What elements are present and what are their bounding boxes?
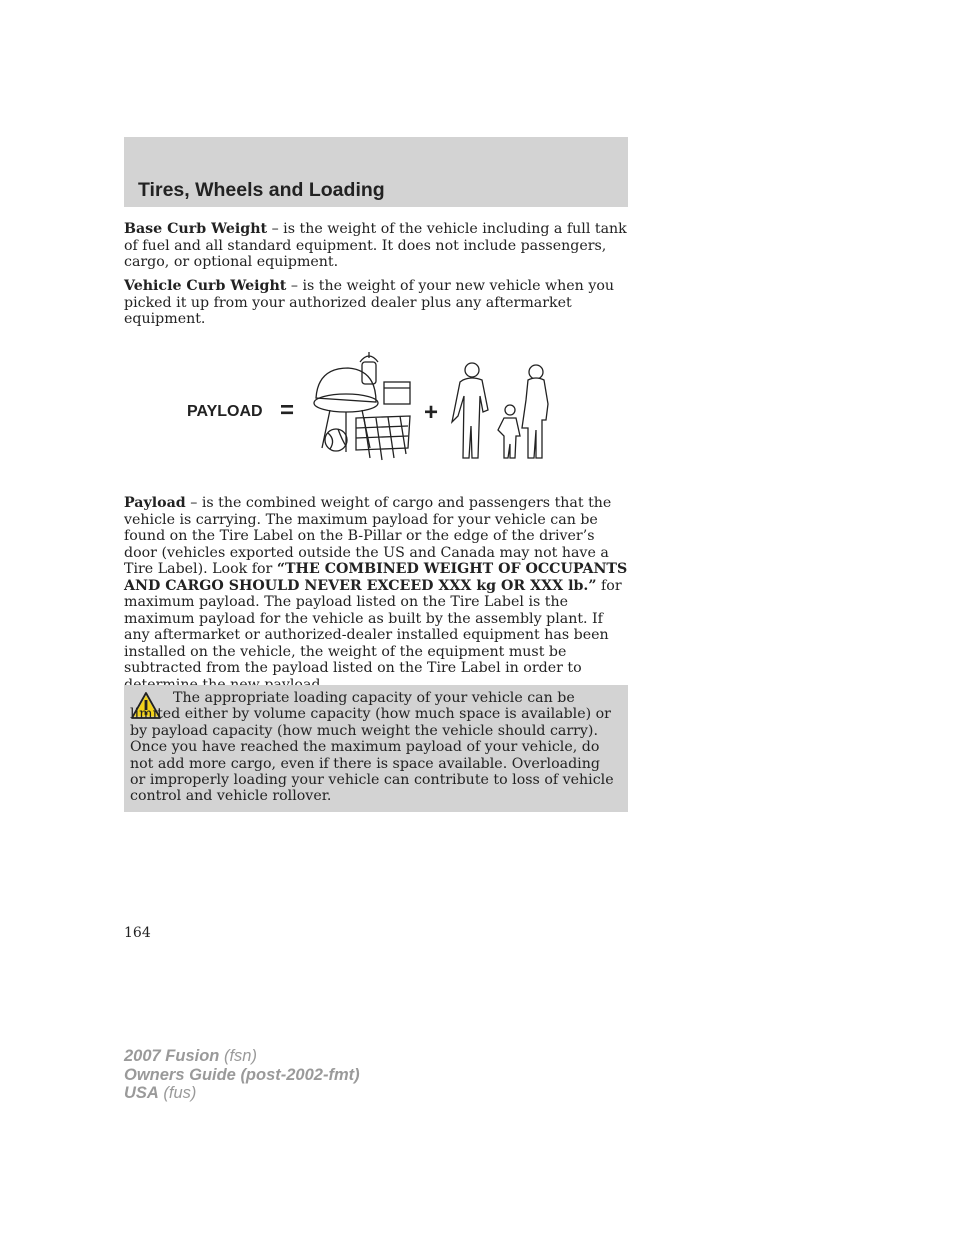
warning-text: The appropriate loading capacity of your vehicle can be limited either by volume capacity (how much space is available) or by payload capacity (how much weight the vehicle should carry). Once you have reached the maximum payload of your vehicle, do not add more cargo, even if there is space available. Overloading or improperly loading your vehicle can contribute to loss of vehicle control and vehicle rollover. <box>130 690 614 805</box>
plus-sign: + <box>424 399 439 426</box>
payload-label: PAYLOAD <box>187 403 263 420</box>
warning-box <box>124 685 628 812</box>
footer-line-1 <box>124 1047 360 1066</box>
equals-sign: = <box>280 397 295 424</box>
footer-model: 2007 Fusion <box>124 1047 220 1065</box>
payload-paragraph <box>124 495 630 693</box>
footer-line-3 <box>124 1084 360 1103</box>
base-curb-weight-text: – is the weight of the vehicle including a full tank of fuel and all standard equipment. It does not include passengers, cargo, or optional equipment. <box>124 221 627 270</box>
footer-guide: Owners Guide (post-2002-fmt) <box>124 1065 360 1084</box>
vehicle-curb-weight-paragraph <box>124 278 630 328</box>
payload-illustration <box>180 348 560 466</box>
base-curb-weight-term: Base Curb Weight <box>124 221 268 237</box>
vehicle-curb-weight-text: – is the weight of your new vehicle when you picked it up from your authorized dealer plus any aftermarket equipment. <box>124 278 615 327</box>
payload-text-1: – is the combined weight of cargo and passengers that the vehicle is carrying. The maximum payload for your vehicle can be found on the Tire Label on the B-Pillar or the edge of the driver’s door (vehicles exported outside the US and Canada may not have a Tire Label). Look for <box>124 495 612 577</box>
cargo-icon <box>314 352 410 460</box>
vehicle-curb-weight-term: Vehicle Curb Weight <box>124 278 287 294</box>
passengers-icon <box>452 363 548 458</box>
footer-market-code: (fus) <box>158 1084 197 1102</box>
payload-term: Payload <box>124 495 186 511</box>
payload-text-2: for maximum payload. The payload listed on the Tire Label is the maximum payload for the vehicle as built by the assembly plant. If any aftermarket or authorized-dealer installed equipment has been installed on the vehicle, the weight of the equipment must be subtracted from the payload listed on the Tire Label in order to <box>124 577 622 676</box>
footer-market: USA <box>124 1084 159 1102</box>
footer-line-2 <box>124 1066 360 1085</box>
footer-model-code: (fsn) <box>219 1047 257 1065</box>
document-footer <box>124 1047 360 1103</box>
section-header <box>124 137 628 207</box>
section-title: Tires, Wheels and Loading <box>138 179 385 201</box>
payload-emphasis: “THE COMBINED WEIGHT OF OCCUPANTS AND CARGO SHOULD NEVER EXCEED XXX kg OR XXX lb.” <box>124 561 628 594</box>
base-curb-weight-paragraph <box>124 221 630 271</box>
page-number: 164 <box>124 925 151 941</box>
